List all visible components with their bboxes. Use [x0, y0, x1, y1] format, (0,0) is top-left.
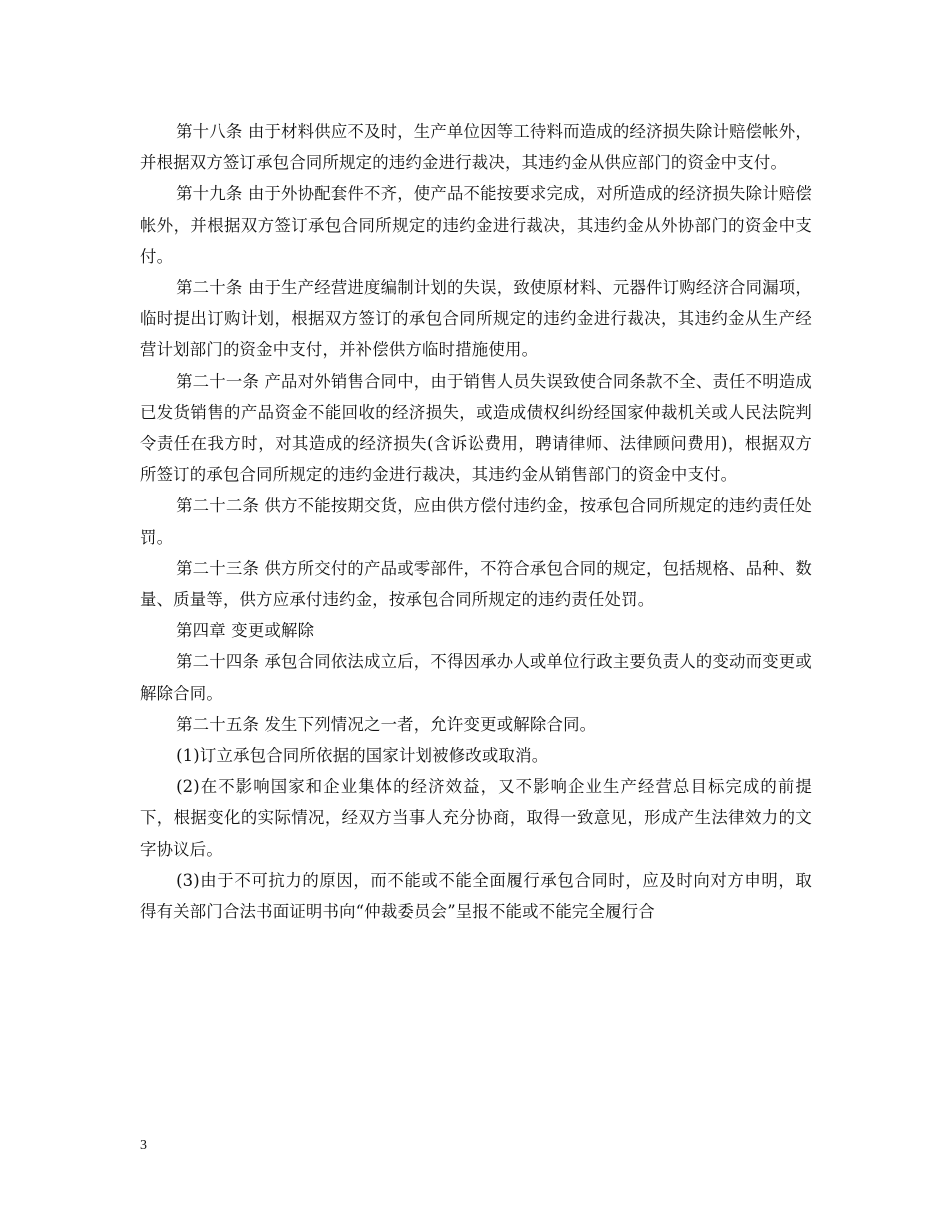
article-23-paragraph: 第二十三条 供方所交付的产品或零部件，不符合承包合同的规定，包括规格、品种、数量、质量等，供方应承付违约金，按承包合同所规定的违约责任处罚。	[140, 558, 812, 610]
article-24-paragraph: 第二十四条 承包合同依法成立后，不得因承办人或单位行政主要负责人的变动而变更或解除合同。	[140, 652, 812, 703]
clause-1-paragraph: (1)订立承包合同所依据的国家计划被修改或取消。	[176, 746, 549, 766]
clause-3-paragraph: (3)由于不可抗力的原因，而不能或不能全面履行承包合同时，应及时向对方申明，取得有关部门合法书面证明书向“仲裁委员会”呈报不能或不能完全履行合	[140, 870, 812, 922]
article-22-paragraph: 第二十二条 供方不能按期交货，应由供方偿付违约金，按承包合同所规定的违约责任处罚。	[140, 496, 812, 547]
article-21-paragraph: 第二十一条 产品对外销售合同中，由于销售人员失误致使合同条款不全、责任不明造成已发货销售的产品资金不能回收的经济损失，或造成债权纠纷经国家仲裁机关或人民法院判令责任在我方时，对其造成的经济损失(含诉讼费用，聘请律师、法律顾问费用)，根据双方所签订的承包合同所规定的违约金进行裁决，其违约金从销售部门的资金中支付。	[140, 371, 812, 485]
chapter-4-heading: 第四章 变更或解除	[176, 621, 315, 641]
article-25-paragraph: 第二十五条 发生下列情况之一者，允许变更或解除合同。	[176, 714, 597, 734]
page-number: 3	[140, 1138, 147, 1153]
clause-2-paragraph: (2)在不影响国家和企业集体的经济效益，又不影响企业生产经营总目标完成的前提下，根据变化的实际情况，经双方当事人充分协商，取得一致意见，形成产生法律效力的文字协议后。	[140, 777, 812, 859]
article-20-paragraph: 第二十条 由于生产经营进度编制计划的失误，致使原材料、元器件订购经济合同漏项，临时提出订购计划，根据双方签订的承包合同所规定的违约金进行裁决，其违约金从生产经营计划部门的资金中支付，并补偿供方临时措施使用。	[140, 278, 812, 360]
article-19-paragraph: 第十九条 由于外协配套件不齐，使产品不能按要求完成，对所造成的经济损失除计赔偿帐外，并根据双方签订承包合同所规定的违约金进行裁决，其违约金从外协部门的资金中支付。	[140, 184, 812, 266]
document-body	[140, 116, 812, 927]
article-18-paragraph: 第十八条 由于材料供应不及时，生产单位因等工待料而造成的经济损失除计赔偿帐外，并根据双方签订承包合同所规定的违约金进行裁决，其违约金从供应部门的资金中支付。	[140, 122, 812, 173]
